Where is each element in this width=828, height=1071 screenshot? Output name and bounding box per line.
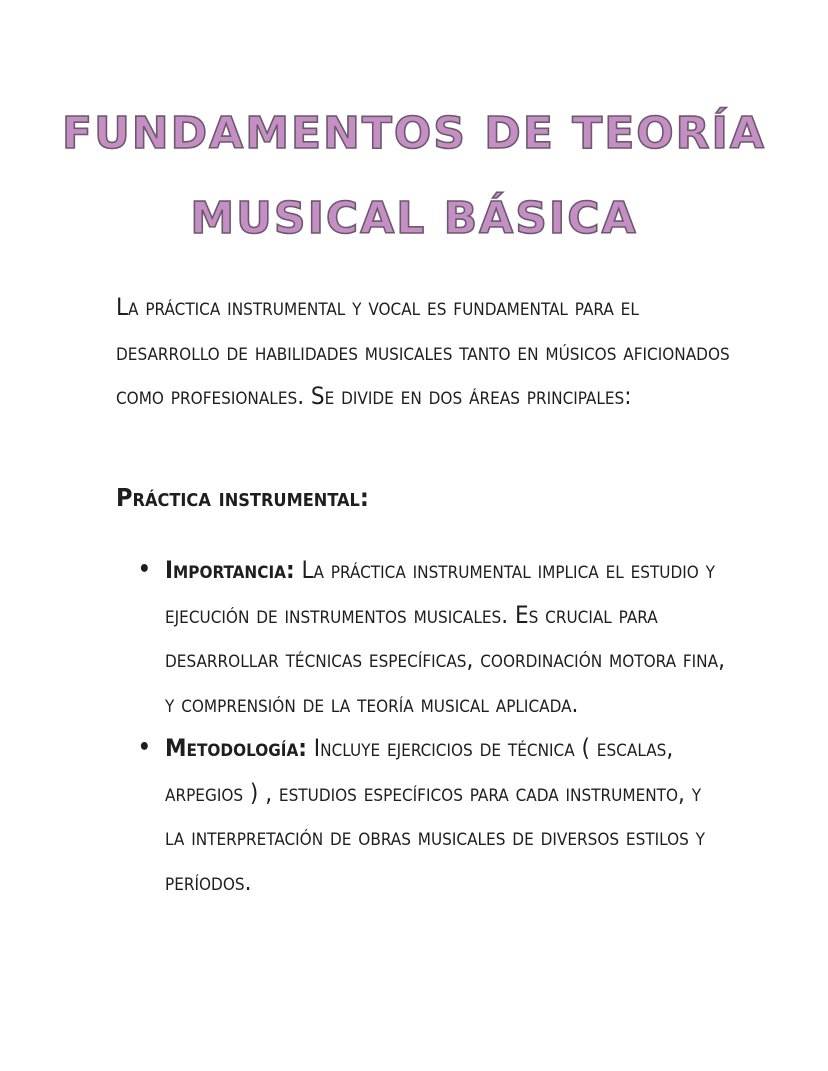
bullet-list <box>0 548 828 904</box>
intro-paragraph: La práctica instrumental y vocal es fundamental para el desarrollo de habilidades musicales tanto en músicos aficionados como profesionales. Se divide en dos áreas principales: <box>116 293 730 410</box>
section-heading: Práctica instrumental: <box>116 483 369 512</box>
bullet-text: Incluye ejercicios de técnica ( escalas, arpegios ) , estudios específicos para cada instrumento, y la interpretación de obras musicales de diversos estilos y períodos. <box>165 734 706 896</box>
bullet-dot-icon: • <box>138 735 151 760</box>
title-line-1: FUNDAMENTOS DE TEORÍA <box>62 108 766 159</box>
bullet-term: Metodología: <box>165 734 307 762</box>
bullet-dot-icon: • <box>138 557 151 582</box>
bullet-text: La práctica instrumental implica el estudio y ejecución de instrumentos musicales. Es crucial para desarrollar técnicas específicas, coordinación motora fina, y comprensión de la teoría musical aplicada. <box>165 556 725 718</box>
title-line-2: MUSICAL BÁSICA <box>190 193 638 244</box>
bullet-term: Importancia: <box>165 556 295 584</box>
bullet-item-metodologia <box>0 726 725 904</box>
bullet-item-importancia <box>0 548 725 726</box>
